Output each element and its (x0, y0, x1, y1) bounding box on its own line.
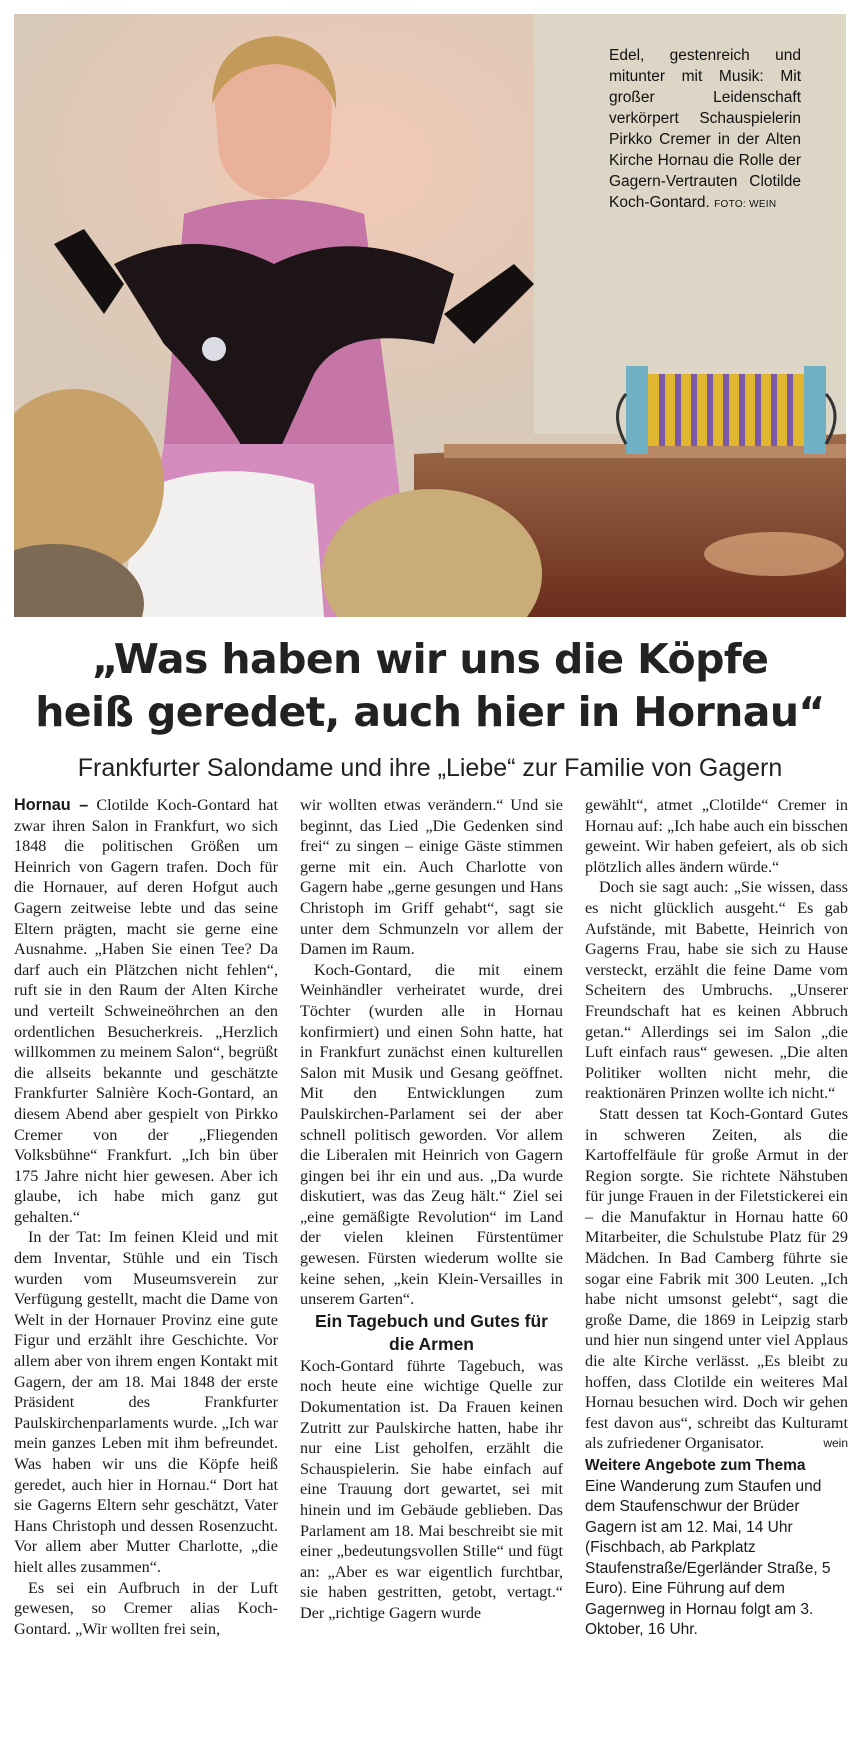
more-offers-title: Weitere Angebote zum Thema (585, 1457, 806, 1474)
paragraph (14, 795, 278, 1227)
paragraph: Koch-Gontard führte Tagebuch, was noch heute eine wichtige Quelle zur Dokumentation ist. Da Frauen keinen Zutritt zur Paulskirche hatten, habe ihr nur eine List geholfen, erzählt die Schauspielerin. Sie habe einfach auf eine Trauung dort gewartet, sei mit hinein und im Gebäude geblieben. Das Parlament am 18. Mai beschreibt sie mit einer „bedeutungsvollen Stille“ und fügt an: „Aber es war eigentlich furchtbar, sie haben gestritten, getobt, vertagt.“ Der „richtige Gagern wurde (300, 1356, 563, 1622)
paragraph: Doch sie sagt auch: „Sie wissen, dass es nicht glücklich ausgeht.“ Es gab Aufstände, mit Babette, Heinrich von Gagerns Frau, habe sie sich zu Hause versteckt, erzählt die feine Dame vom Scheitern des Umbruchs. „Unserer Freundschaft hat es keinen Abbruch getan.“ Allerdings sei im Salon „die Luft einfach raus“ gewesen. „Die alten Politiker wollten nicht mehr, die reaktionären Prinzen wollte ich nicht.“ (585, 878, 848, 1103)
article-column-3 (585, 795, 848, 1641)
subheadline: Frankfurter Salondame und ihre „Liebe“ zur Familie von Gagern (77, 754, 783, 782)
paragraph: Es sei ein Aufbruch in der Luft gewesen, so Cremer alias Koch-Gontard. „Wir wollten frei sein, (14, 1578, 278, 1638)
author-tag: wein (823, 1436, 848, 1451)
paragraph-text: Clotilde Koch-Gontard hat zwar ihren Salon in Frankfurt, wo sich 1848 die politischen Größen um Heinrich von Gagern trafen. Doch für die Hornauer, auf deren Hofgut auch Gagern zeitweise lebte und das seine Eltern prägten, macht sie gerne eine Ausnahme. „Haben Sie einen Tee? Da darf auch ein Plätzchen nicht fehlen“, ruft sie in den Raum der Alten Kirche und verteilt Schweineöhrchen an den ordentlichen Besucherkreis. „Herzlich willkommen zu meinem Salon“, begrüßt die allseits bekannte und geschätzte Frankfurter Salnière Koch-Gontard, an diesem Abend aber gespielt von Pirkko Cremer von der „Fliegenden Volksbühne“ Frankfurt. „Ich bin über 175 Jahre nicht hier gewesen. Aber ich glaube, ich habe mich ganz gut gehalten.“ (14, 796, 278, 1226)
paragraph (585, 1104, 848, 1454)
paragraph: wir wollten etwas verändern.“ Und sie beginnt, das Lied „Die Gedenken sind frei“ zu singen – einige Gäste stimmen gerne mit ein. Auch Charlotte von Gagern habe „gerne gesungen und Hans Christoph im Griff gehabt“, sagt sie unter dem Schmunzeln vor allem der Damen im Raum. (300, 796, 563, 959)
headline (14, 633, 846, 739)
article-column-1 (14, 795, 278, 1639)
paragraph: Koch-Gontard, die mit einem Weinhändler verheiratet wurde, drei Töchter (wurden alle in Hornau konfirmiert) und einen Sohn hatte, hat in Frankfurt zunächst einen kulturellen Salon mit Musik und Gesang geöffnet. Mit den Entwicklungen zum Paulskirchen-Parlament sei der aber schnell politisch geworden. Vor allem die Liberalen mit Heinrich von Gagern gingen bei ihr ein und aus. „Da wurde diskutiert, was das Zeug hält.“ Ziel sei „eine gemäßigte Revolution“ im Land der vielen kleinen Fürstentümer gewesen. Fürsten wiederum wollte sie keine sehen, „kein Klein-Versailles in unserem Garten“. (300, 960, 563, 1309)
paragraph: gewählt“, atmet „Clotilde“ Cremer in Hornau auf: „Ich habe auch ein bisschen geweint. Wir haben gefeiert, als ob sich plötzlich alles ändern würde.“ (585, 796, 848, 876)
section-subtitle: Ein Tagebuch und Gutes für die Armen (314, 1310, 548, 1354)
paragraph: In der Tat: Im feinen Kleid und mit dem Inventar, Stühle und ein Tisch wurden vom Museumsverein zur Verfügung gestellt, macht die Dame von Welt in der Hornauer Provinz eine gute Figur und erzählt ihre Geschichte. Vor allem aber von ihrem engen Kontakt mit Gagern, der am 18. Mai 1848 der erste Präsident des Frankfurter Paulskirchenparlaments wurde. „Ich war mein ganzes Leben mit ihm befreundet. Was haben wir uns die Köpfe heiß geredet, auch hier in Hornau.“ Dort hat sie Gagerns Eltern sehr geschätzt, Vater Hans Christoph und dessen Rosenzucht. Vor allem aber Mutter Charlotte, „die hielt alles zusammen“. (14, 1228, 278, 1576)
photo-credit: FOTO: WEIN (714, 199, 777, 210)
dateline: Hornau – (14, 796, 89, 814)
more-offers-text: Eine Wanderung zum Staufen und dem Staufenschwur der Brüder Gagern ist am 12. Mai, 14 Uhr (Fischbach, ab Parkplatz Staufenstraße/Egerländer Straße, 5 Euro). Eine Führung auf dem Gagernweg in Hornau folgt am 3. Oktober, 16 Uhr. (585, 1477, 831, 1639)
headline-line-2: heiß geredet, auch hier in Hornau“ (35, 688, 825, 736)
headline-line-1: „Was haben wir uns die Köpfe (91, 635, 769, 683)
caption-text: Edel, gestenreich und mitunter mit Musik: Mit großer Leidenschaft verkörpert Schauspielerin Pirkko Cremer in der Alten Kirche Hornau die Rolle der Gagern-Vertrauten Clotilde Koch-Gontard. (609, 47, 801, 211)
accordion-icon (618, 366, 836, 454)
photo-caption (609, 45, 801, 215)
paragraph-text: Statt dessen tat Koch-Gontard Gutes in schweren Zeiten, als die Kartoffelfäule für große Armut in der Region sorgte. Sie richtete Nähstuben für junge Frauen in der Filetstickerei ein – die Manufaktur in Hornau hatte 60 Mitarbeiter, die Schulstube Platz für 29 Mädchen. In Bad Camberg führte sie sogar eine Fabrik mit 300 Leuten. „Ich habe nicht umsonst gelebt“, sagt die große Dame, die 1869 in Leipzig starb und hier nun singend unter viel Applaus die alte Kirche verlässt. „Es bleibt zu hoffen, dass Clotilde ein weiteres Mal Hornau besuchen wird. Doch wir gehen fest davon aus“, schreibt das Kulturamt als zufriedener Organisator. (585, 1104, 848, 1453)
article-column-2 (300, 795, 563, 1624)
